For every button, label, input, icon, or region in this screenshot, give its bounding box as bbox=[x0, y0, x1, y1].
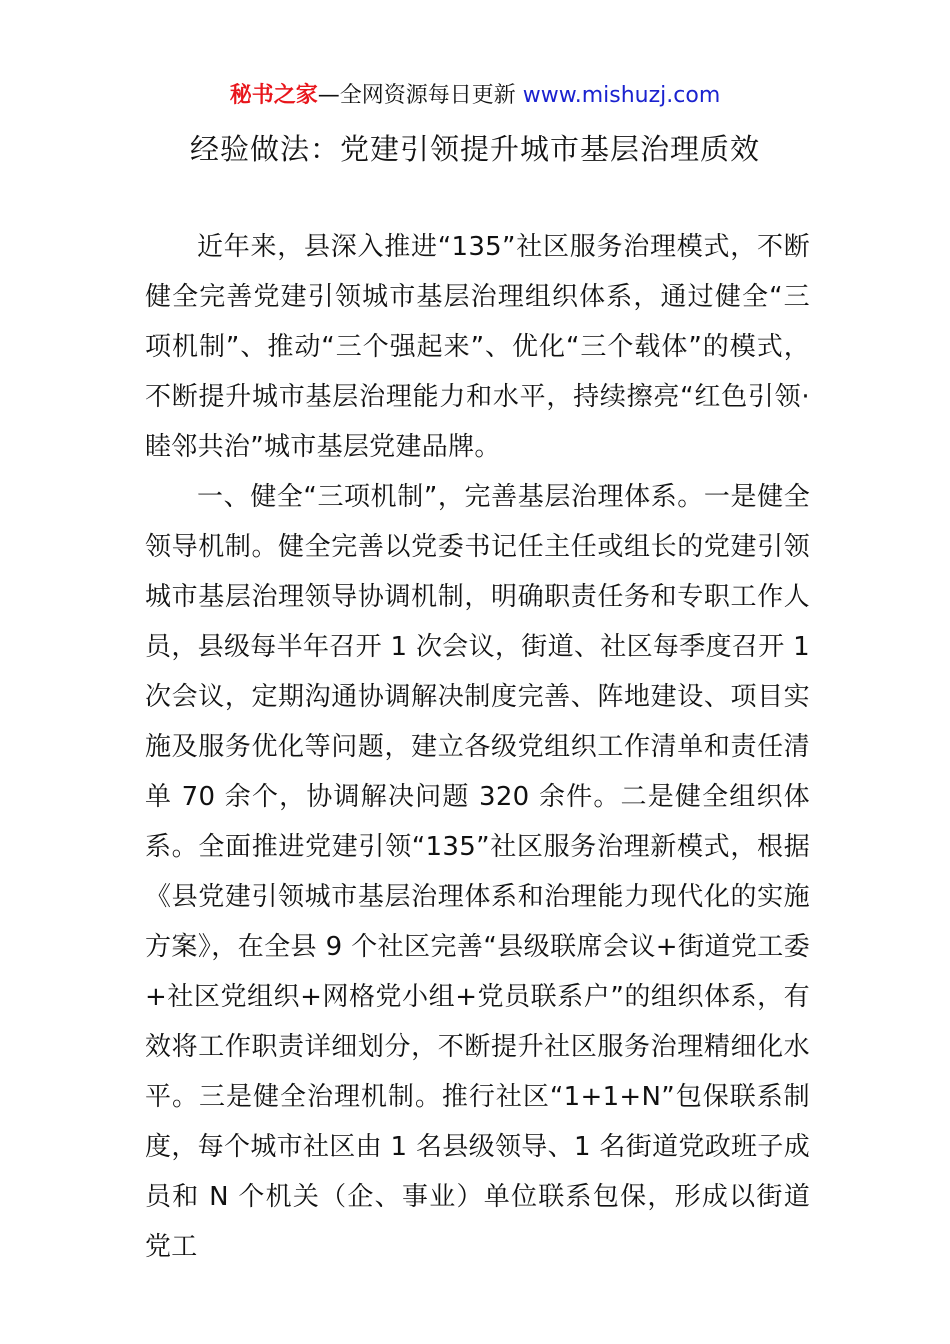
site-brand: 秘书之家 bbox=[229, 83, 318, 108]
paragraph-intro: 近年来，县深入推进“135”社区服务治理模式，不断健全完善党建引领城市基层治理组织体系，通过健全“三项机制”、推动“三个强起来”、优化“三个载体”的模式，不断提升城市基层治理能力和水平，持续擦亮“红色引领·睦邻共治”城市基层党建品牌。 bbox=[145, 232, 810, 462]
paragraph-section-one: 一、健全“三项机制”，完善基层治理体系。一是健全领导机制。健全完善以党委书记任主任或组长的党建引领城市基层治理领导协调机制，明确职责任务和专职工作人员，县级每半年召开 1 次会议，街道、社区每季度召开 1 次会议，定期沟通协调解决制度完善、阵地建设、项目实施及服务优化等问题，建立各级党组织工作清单和责任清单 70 余个，协调解决问题 320 余件。二是健全组织体系。全面推进党建引领“135”社区服务治理新模式，根据《县党建引领城市基层治理体系和治理能力现代化的实施方案》，在全县 9 个社区完善“县级联席会议+街道党工委+社区党组织+网格党小组+党员联系户”的组织体系，有效将工作职责详细划分，不断提升社区服务治理精细化水平。三是健全治理机制。推行社区“1+1+N”包保联系制度，每个城市社区由 1 名县级领导、1 名街道党政班子成员和 N 个机关（企、事业）单位联系包保，形成以街道党工 bbox=[145, 482, 810, 1262]
site-url-link[interactable]: www.mishuzj.com bbox=[522, 83, 721, 108]
document-body bbox=[145, 222, 810, 1272]
document-title: 经验做法：党建引领提升城市基层治理质效 bbox=[189, 132, 760, 166]
site-tagline: —全网资源每日更新 bbox=[317, 83, 523, 108]
site-header bbox=[0, 80, 950, 112]
